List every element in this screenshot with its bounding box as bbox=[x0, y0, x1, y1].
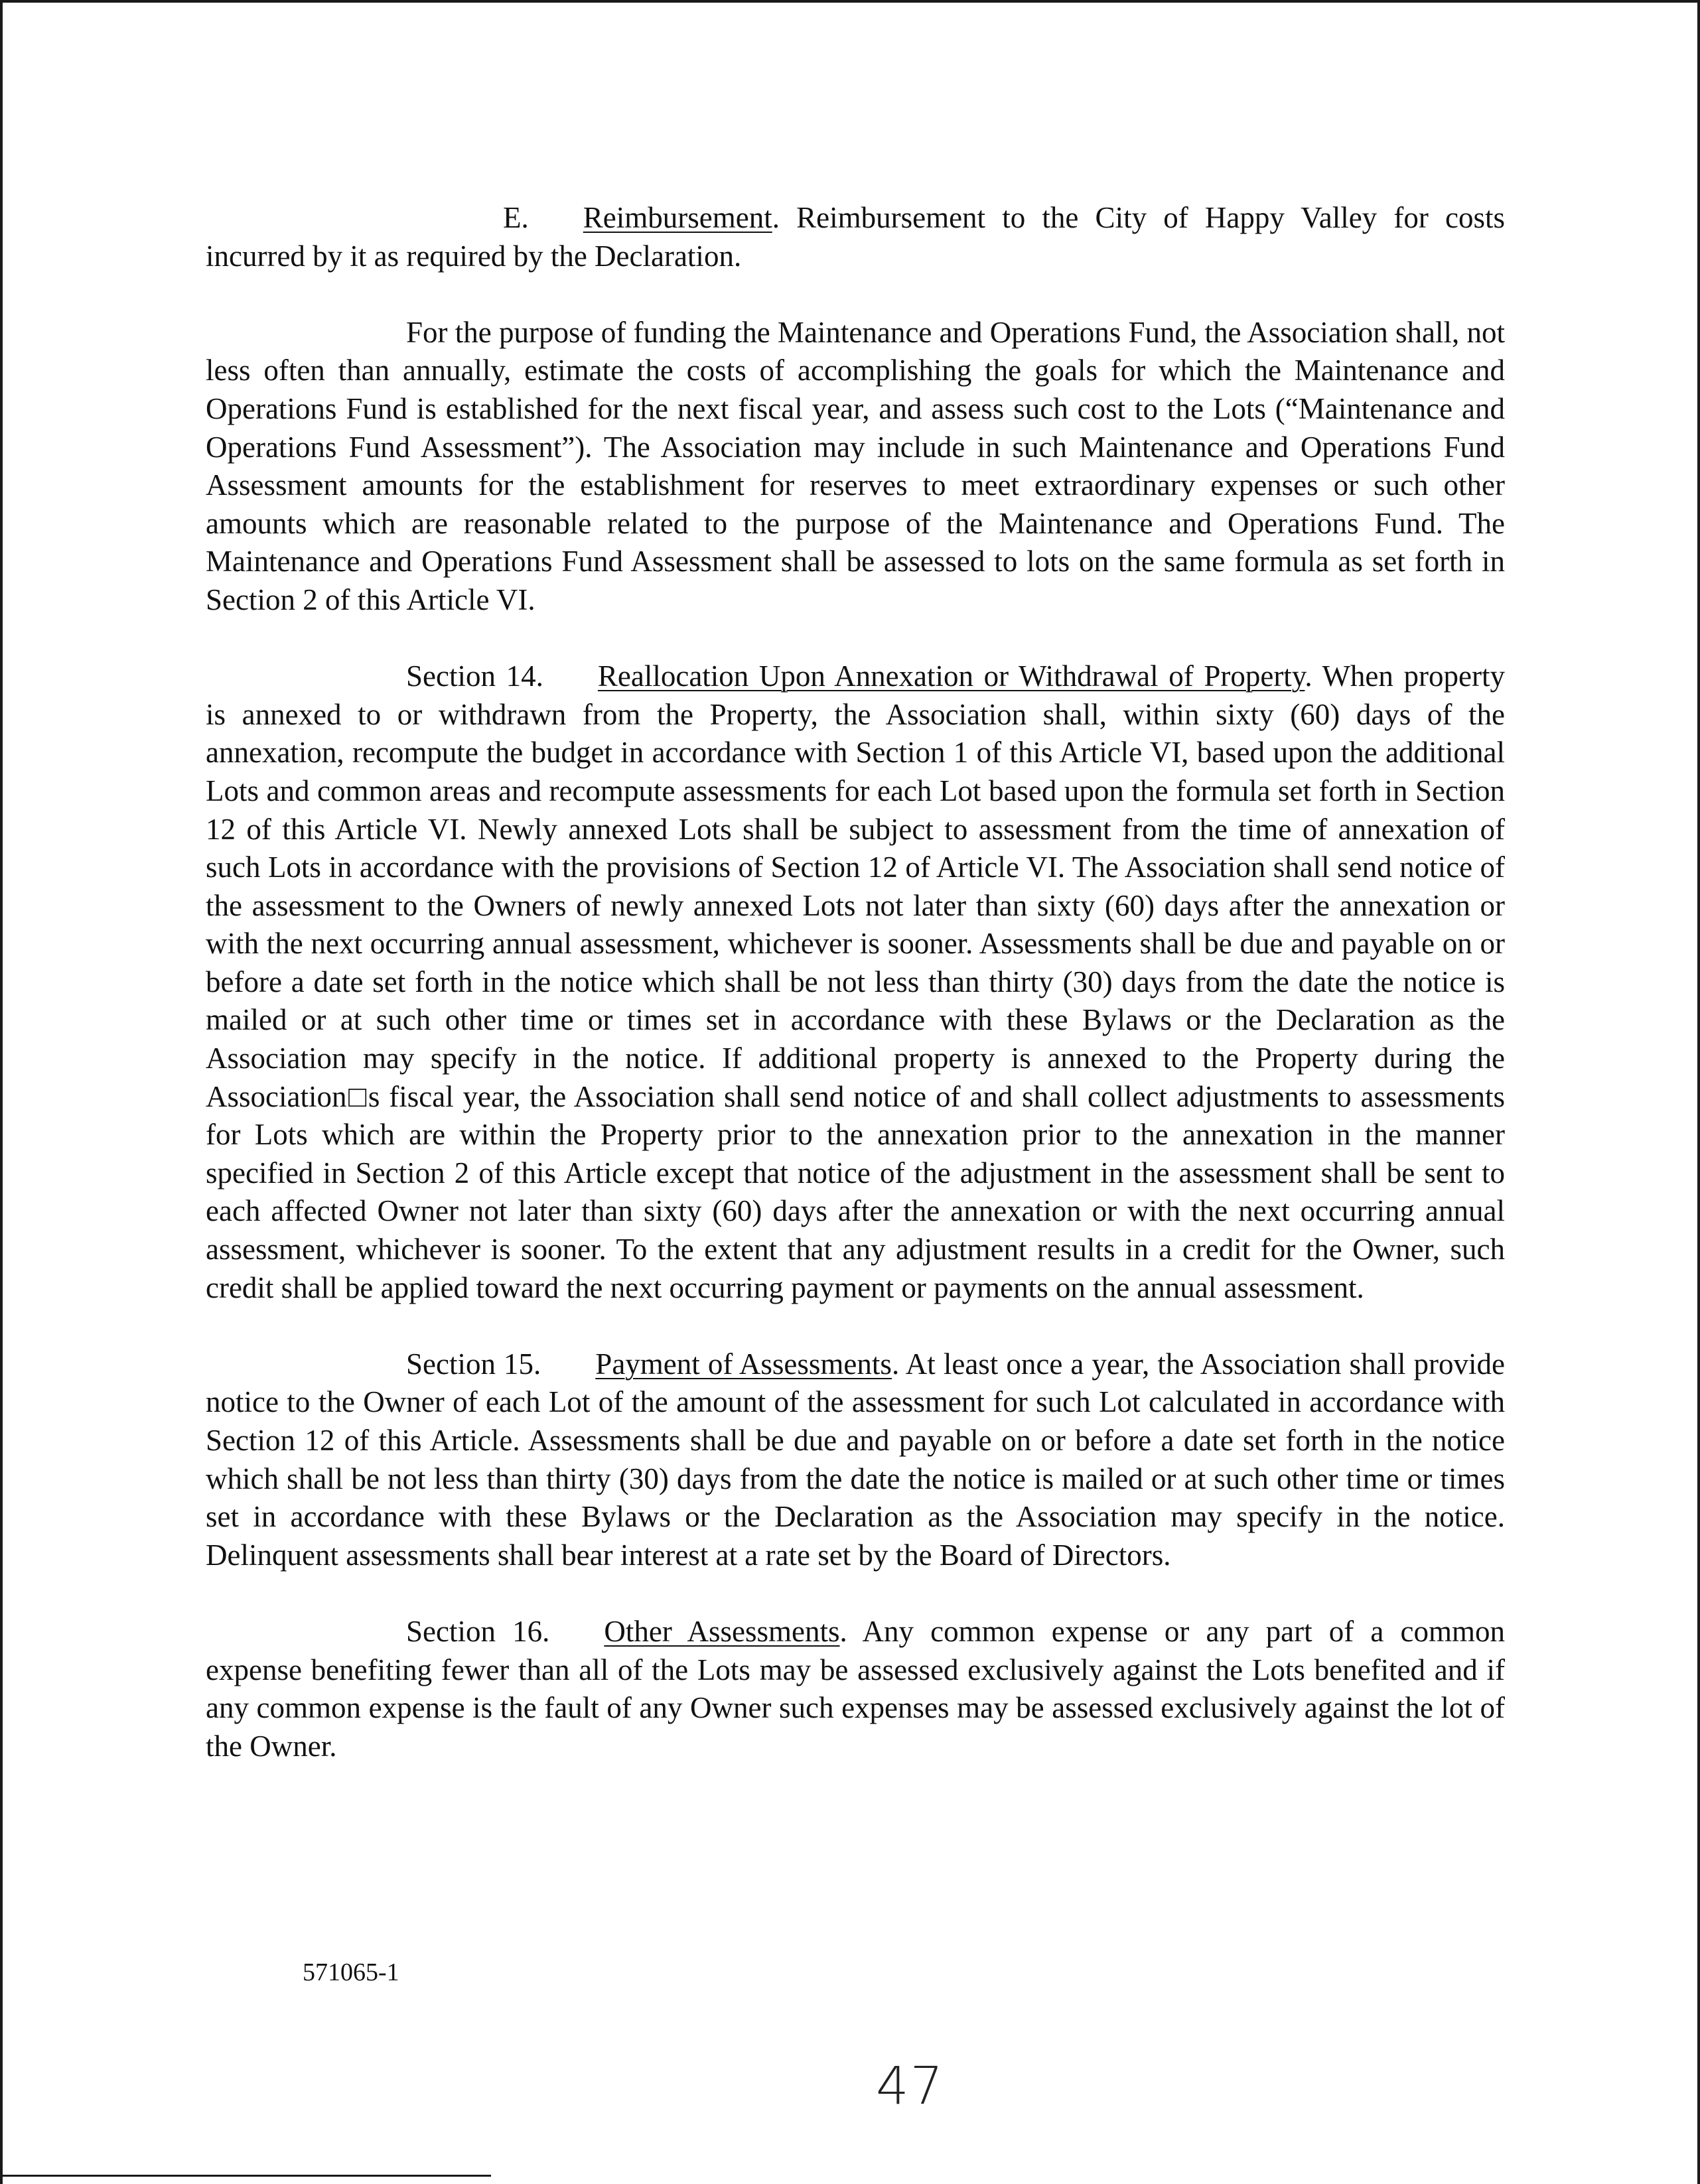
funding-paragraph bbox=[206, 314, 1505, 620]
section-15-text: . At least once a year, the Association shall provide notice to the Owner of each Lot of the amount of the assessment for such Lot calculated in accordance with Section 12 of this Article. Assessments shall be due and payable on or before a date set forth in the notice which shall be not less than thirty (30) days from the date the notice is mailed or at such other time or times set in accordance with these Bylaws or the Declaration as the Association may specify in the notice. Delinquent assessments shall bear interest at a rate set by the Board of Directors. bbox=[206, 1347, 1505, 1572]
section-e-heading: Reimbursement bbox=[583, 201, 772, 234]
section-14-paragraph bbox=[206, 657, 1505, 1307]
section-16-text: . Any common expense or any part of a common expense benefiting fewer than all of the Lots may be assessed exclusively against the Lots benefited and if any common expense is the fault of any Owner such expenses may be assessed exclusively against the lot of the Owner. bbox=[206, 1614, 1505, 1763]
section-15-label: Section 15. bbox=[406, 1347, 541, 1381]
section-16-label: Section 16. bbox=[406, 1614, 550, 1648]
handwritten-page-number: 47 bbox=[876, 2057, 945, 2116]
funding-paragraph-text: For the purpose of funding the Maintenance and Operations Fund, the Association shall, not less often than annually, estimate the costs of accomplishing the goals for which the Maintenance and Operations Fund is established for the next fiscal year, and assess such cost to the Lots (“Maintenance and Operations Fund Assessment”). The Association may include in such Maintenance and Operations Fund Assessment amounts for the establishment for reserves to meet extraordinary expenses or such other amounts which are reasonable related to the purpose of the Maintenance and Operations Fund. The Maintenance and Operations Fund Assessment shall be assessed to lots on the same formula as set forth in Section 2 of this Article VI. bbox=[206, 315, 1505, 616]
section-15-paragraph bbox=[206, 1345, 1505, 1575]
section-16-paragraph bbox=[206, 1613, 1505, 1765]
section-14-text: . When property is annexed to or withdrawn from the Property, the Association shall, within sixty (60) days of the annexation, recompute the budget in accordance with Section 1 of this Article VI, based upon the additional Lots and common areas and recompute assessments for each Lot based upon the formula set forth in Section 12 of this Article VI. Newly annexed Lots shall be subject to assessment from the time of annexation of such Lots in accordance with the provisions of Section 12 of Article VI. The Association shall send notice of the assessment to the Owners of newly annexed Lots not later than sixty (60) days after the annexation or with the next occurring annual assessment, whichever is sooner. Assessments shall be due and payable on or before a date set forth in the notice which shall be not less than thirty (30) days from the date the notice is mailed or at such other time or times set in accordance with these Bylaws or the Declaration as the Association may specify in the notice. If additional property is annexed to the Property during the Association□s fiscal year, the Association shall send notice of and shall collect adjustments to assessments for Lots which are within the Property prior to the annexation prior to the annexation in the manner specified in Section 2 of this Article except that notice of the adjustment in the assessment shall be sent to each affected Owner not later than sixty (60) days after the annexation or with the next occurring annual assessment, whichever is sooner. To the extent that any adjustment results in a credit for the Owner, such credit shall be applied toward the next occurring payment or payments on the annual assessment. bbox=[206, 659, 1505, 1304]
section-16-heading: Other Assessments bbox=[604, 1614, 840, 1648]
section-14-label: Section 14. bbox=[406, 659, 543, 693]
document-number: 571065-1 bbox=[303, 1958, 399, 1986]
section-e-paragraph bbox=[206, 199, 1505, 275]
document-body bbox=[206, 199, 1505, 1804]
page-border-bottom bbox=[0, 2175, 491, 2177]
section-e-label: E. bbox=[503, 201, 529, 234]
page-border-left bbox=[0, 0, 3, 2184]
section-e-text: . Reimbursement to the City of Happy Valley for costs incurred by it as required by the Declaration. bbox=[206, 201, 1505, 273]
page-border-right bbox=[1697, 0, 1700, 2184]
page-border-top bbox=[0, 0, 1700, 3]
section-14-heading: Reallocation Upon Annexation or Withdrawal of Property bbox=[597, 659, 1305, 693]
section-15-heading: Payment of Assessments bbox=[595, 1347, 892, 1381]
